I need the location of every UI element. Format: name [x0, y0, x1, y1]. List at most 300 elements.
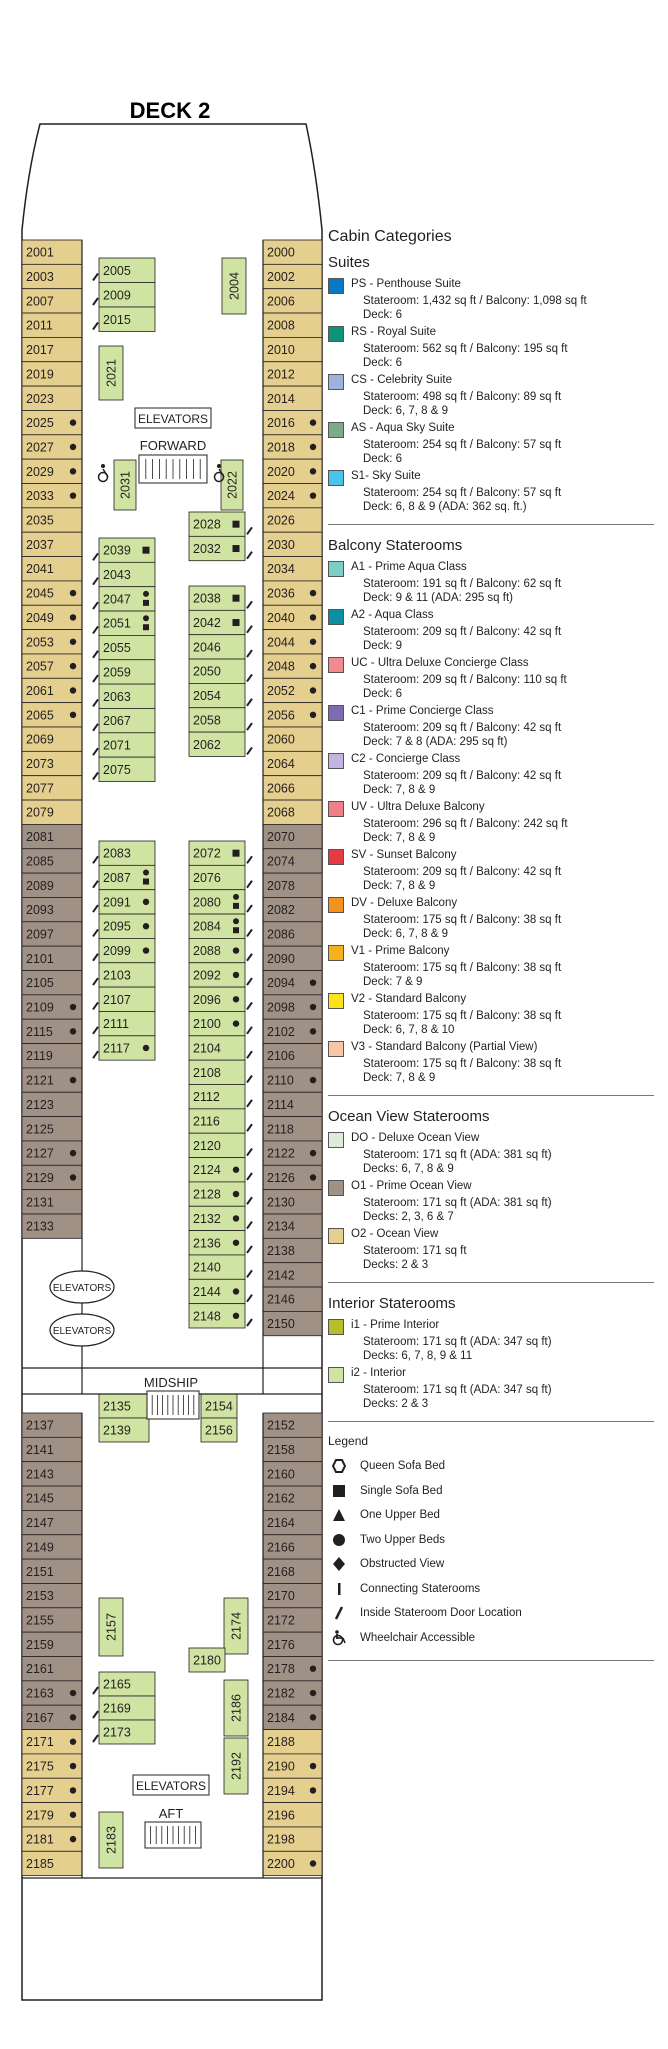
cabin-number: 2120	[193, 1138, 221, 1153]
cabin-2100[interactable]	[189, 1011, 252, 1035]
cabin-2096[interactable]	[189, 987, 252, 1011]
cabin-2166[interactable]	[263, 1535, 322, 1559]
cabin-2194[interactable]	[263, 1778, 322, 1802]
cabin-number: 2066	[267, 781, 295, 796]
category-entry	[328, 325, 660, 370]
cabin-2054[interactable]	[189, 683, 252, 707]
cabin-2127[interactable]	[22, 1141, 82, 1165]
category-detail: Deck: 7, 8 & 9	[363, 784, 436, 796]
cabin-2057[interactable]	[22, 654, 82, 678]
cabin-number: 2001	[26, 245, 54, 260]
cabin-2055[interactable]	[93, 635, 155, 659]
two-upper-beds-icon	[143, 947, 149, 953]
cabin-number: 2024	[267, 489, 295, 504]
cabin-number: 2126	[267, 1170, 295, 1185]
cabin-2005[interactable]	[93, 258, 155, 283]
cabin-2135[interactable]	[99, 1394, 149, 1418]
cabin-2143[interactable]	[22, 1462, 82, 1486]
category-title: DO - Deluxe Ocean View	[351, 1132, 480, 1144]
cabin-2024[interactable]	[263, 484, 322, 508]
cabin-2165[interactable]	[93, 1672, 155, 1696]
cabin-2132[interactable]	[189, 1206, 252, 1230]
cabin-2049[interactable]	[22, 605, 82, 629]
cabin-2177[interactable]	[22, 1778, 82, 1802]
category-title: A2 - Aqua Class	[351, 609, 434, 621]
two-upper-beds-icon	[233, 947, 239, 953]
cabin-2006[interactable]	[263, 289, 322, 313]
cabin-2051[interactable]	[93, 611, 155, 635]
cabin-number: 2048	[267, 659, 295, 674]
cabin-2010[interactable]	[263, 337, 322, 361]
cabin-number: 2190	[267, 1759, 295, 1774]
two-upper-beds-icon	[70, 1028, 76, 1034]
two-upper-beds-icon	[233, 1215, 239, 1221]
cabin-2122[interactable]	[263, 1141, 322, 1165]
cabin-2079[interactable]	[22, 800, 82, 824]
cabin-2142[interactable]	[263, 1263, 322, 1287]
cabin-2145[interactable]	[22, 1486, 82, 1510]
cabin-2111[interactable]	[93, 1011, 155, 1035]
legend-item	[328, 1577, 660, 1602]
category-detail: Stateroom: 254 sq ft / Balcony: 57 sq ft	[363, 487, 562, 499]
cabin-2130[interactable]	[263, 1190, 322, 1214]
cabin-2066[interactable]	[263, 776, 322, 800]
cabin-2167[interactable]	[22, 1705, 82, 1729]
cabin-2158[interactable]	[263, 1437, 322, 1461]
cabin-number: 2019	[26, 367, 54, 382]
slash-icon	[328, 1606, 350, 1620]
cabin-2157[interactable]	[99, 1598, 123, 1656]
cabin-number: 2075	[103, 762, 131, 777]
category-detail: Decks: 2 & 3	[363, 1259, 429, 1271]
cabin-2090[interactable]	[263, 946, 322, 970]
cabin-2161[interactable]	[22, 1657, 82, 1681]
cabin-2059[interactable]	[93, 660, 155, 684]
cabin-2076[interactable]	[189, 865, 252, 889]
cabin-number: 2089	[26, 878, 54, 893]
cabin-number: 2108	[193, 1065, 221, 1080]
category-swatch	[328, 561, 344, 577]
category-entry	[328, 752, 660, 797]
cabin-2004[interactable]	[222, 258, 246, 314]
cabin-2030[interactable]	[263, 532, 322, 556]
cabin-2182[interactable]	[263, 1681, 322, 1705]
cabin-2101[interactable]	[22, 946, 82, 970]
cabin-number: 2076	[193, 871, 221, 886]
cabin-number: 2074	[267, 854, 295, 869]
single-sofa-bed-icon	[143, 879, 149, 885]
cabin-2170[interactable]	[263, 1583, 322, 1607]
cabin-2036[interactable]	[263, 581, 322, 605]
cabin-2094[interactable]	[263, 971, 322, 995]
circle-icon	[328, 1533, 350, 1547]
cabin-number: 2105	[26, 976, 54, 991]
cabin-2174[interactable]	[224, 1598, 248, 1654]
cabin-number: 2161	[26, 1662, 54, 1677]
cabin-2073[interactable]	[22, 751, 82, 775]
category-detail: Deck: 7, 8 & 9	[363, 832, 436, 844]
cabin-2068[interactable]	[263, 800, 322, 824]
cabin-2028[interactable]	[189, 512, 252, 536]
cabin-2077[interactable]	[22, 776, 82, 800]
cabin-2156[interactable]	[201, 1418, 237, 1442]
cabin-2087[interactable]	[93, 865, 155, 889]
cabin-2000[interactable]	[263, 240, 322, 264]
cabin-number: 2100	[193, 1017, 221, 1032]
cabin-2118[interactable]	[263, 1117, 322, 1141]
two-upper-beds-icon	[143, 870, 149, 876]
legend-label: Queen Sofa Bed	[360, 1460, 446, 1473]
cabin-2009[interactable]	[93, 283, 155, 308]
cabin-2103[interactable]	[93, 963, 155, 987]
cabin-2186[interactable]	[224, 1680, 248, 1736]
cabin-2008[interactable]	[263, 313, 322, 337]
cabin-2134[interactable]	[263, 1214, 322, 1238]
cabin-2080[interactable]	[189, 890, 252, 914]
cabin-2012[interactable]	[263, 362, 322, 386]
cabin-2092[interactable]	[189, 963, 252, 987]
cabin-2163[interactable]	[22, 1681, 82, 1705]
cabin-number: 2121	[26, 1073, 54, 1088]
cabin-number: 2065	[26, 708, 54, 723]
cabin-2064[interactable]	[263, 751, 322, 775]
cabin-2125[interactable]	[22, 1117, 82, 1141]
cabin-2128[interactable]	[189, 1182, 252, 1206]
cabin-number: 2063	[103, 689, 131, 704]
cabin-number: 2039	[103, 543, 131, 558]
cabin-2110[interactable]	[263, 1068, 322, 1092]
two-upper-beds-icon	[310, 687, 316, 693]
cabin-2184[interactable]	[263, 1705, 322, 1729]
cabin-2065[interactable]	[22, 703, 82, 727]
cabin-2107[interactable]	[93, 987, 155, 1011]
cabin-2173[interactable]	[93, 1720, 155, 1744]
cabin-number: 2159	[26, 1637, 54, 1652]
cabin-2074[interactable]	[263, 849, 322, 873]
cabin-2048[interactable]	[263, 654, 322, 678]
cabin-2043[interactable]	[93, 562, 155, 586]
cabin-number: 2166	[267, 1540, 295, 1555]
cabin-2099[interactable]	[93, 938, 155, 962]
cabin-2169[interactable]	[93, 1696, 155, 1720]
cabin-2152[interactable]	[263, 1413, 322, 1437]
category-detail: Stateroom: 209 sq ft / Balcony: 42 sq ft	[363, 866, 562, 878]
cabin-number: 2145	[26, 1491, 54, 1506]
cabin-number: 2057	[26, 659, 54, 674]
cabin-2072[interactable]	[189, 841, 252, 865]
legend-label: Wheelchair Accessible	[360, 1631, 476, 1644]
deck-title: DECK 2	[129, 98, 211, 123]
cabin-2023[interactable]	[22, 386, 82, 410]
cabin-2047[interactable]	[93, 587, 155, 611]
cabin-2014[interactable]	[263, 386, 322, 410]
cabin-2085[interactable]	[22, 849, 82, 873]
cabin-2172[interactable]	[263, 1608, 322, 1632]
cabin-2155[interactable]	[22, 1608, 82, 1632]
cabin-2140[interactable]	[189, 1255, 252, 1279]
cabin-number: 2007	[26, 294, 54, 309]
cabin-number: 2050	[193, 664, 221, 679]
cabin-2149[interactable]	[22, 1535, 82, 1559]
cabin-2200[interactable]	[263, 1851, 322, 1875]
cabin-2138[interactable]	[263, 1238, 322, 1262]
cabin-number: 2025	[26, 416, 54, 431]
stairway	[147, 1391, 199, 1419]
two-upper-beds-icon	[70, 444, 76, 450]
cabin-2137[interactable]	[22, 1413, 82, 1437]
cabin-2179[interactable]	[22, 1803, 82, 1827]
cabin-2106[interactable]	[263, 1044, 322, 1068]
cabin-2045[interactable]	[22, 581, 82, 605]
single-sofa-bed-icon	[233, 521, 240, 528]
cabin-2108[interactable]	[189, 1060, 252, 1084]
cabin-number: 2032	[193, 542, 221, 557]
cabin-2123[interactable]	[22, 1092, 82, 1116]
cabin-number: 2153	[26, 1589, 54, 1604]
cabin-2131[interactable]	[22, 1190, 82, 1214]
cabin-2025[interactable]	[22, 410, 82, 434]
cabin-2060[interactable]	[263, 727, 322, 751]
cabin-2181[interactable]	[22, 1827, 82, 1851]
category-title: PS - Penthouse Suite	[351, 278, 461, 290]
cabin-2027[interactable]	[22, 435, 82, 459]
cabin-2160[interactable]	[263, 1462, 322, 1486]
cabin-2109[interactable]	[22, 995, 82, 1019]
cabin-2029[interactable]	[22, 459, 82, 483]
cabin-2097[interactable]	[22, 922, 82, 946]
cabin-number: 2150	[267, 1317, 295, 1332]
cabin-2192[interactable]	[224, 1738, 248, 1794]
category-detail: Stateroom: 171 sq ft (ADA: 381 sq ft)	[363, 1197, 552, 1209]
cabin-2188[interactable]	[263, 1730, 322, 1754]
cabin-2116[interactable]	[189, 1109, 252, 1133]
category-entry	[328, 1318, 660, 1363]
cabin-2153[interactable]	[22, 1583, 82, 1607]
cabin-2063[interactable]	[93, 684, 155, 708]
cabin-2095[interactable]	[93, 914, 155, 938]
cabin-2016[interactable]	[263, 410, 322, 434]
cabin-2067[interactable]	[93, 708, 155, 732]
two-upper-beds-icon	[70, 614, 76, 620]
cabin-2164[interactable]	[263, 1510, 322, 1534]
category-detail: Deck: 7 & 8 (ADA: 295 sq ft)	[363, 736, 508, 748]
two-upper-beds-icon	[233, 894, 239, 900]
cabin-2041[interactable]	[22, 557, 82, 581]
cabin-2035[interactable]	[22, 508, 82, 532]
cabin-2081[interactable]	[22, 824, 82, 848]
legend-heading: Legend	[328, 1434, 369, 1448]
cabin-number: 2008	[267, 318, 295, 333]
category-entry	[328, 1227, 660, 1272]
category-detail: Deck: 7, 8 & 9	[363, 880, 436, 892]
cabin-2033[interactable]	[22, 484, 82, 508]
cabin-2071[interactable]	[93, 733, 155, 757]
cabin-2154[interactable]	[201, 1394, 237, 1418]
cabin-number: 2017	[26, 343, 54, 358]
cabin-number: 2045	[26, 586, 54, 601]
category-detail: Stateroom: 209 sq ft / Balcony: 42 sq ft	[363, 722, 562, 734]
cabin-2037[interactable]	[22, 532, 82, 556]
cabin-2183[interactable]	[99, 1812, 123, 1868]
cabin-number: 2037	[26, 537, 54, 552]
cabin-2022[interactable]	[221, 460, 243, 510]
cabin-2061[interactable]	[22, 678, 82, 702]
cabin-number: 2009	[103, 288, 131, 303]
cabin-categories-heading: Cabin Categories	[328, 228, 452, 245]
cabin-2180[interactable]	[189, 1648, 225, 1672]
category-detail: Stateroom: 1,432 sq ft / Balcony: 1,098 sq ft	[363, 295, 587, 307]
cabin-2105[interactable]	[22, 971, 82, 995]
cabin-2112[interactable]	[189, 1085, 252, 1109]
cabin-number: 2156	[205, 1423, 233, 1438]
cabin-2050[interactable]	[189, 659, 252, 683]
cabin-2020[interactable]	[263, 459, 322, 483]
cabin-2039[interactable]	[93, 538, 155, 562]
cabin-2034[interactable]	[263, 557, 322, 581]
cabin-number: 2055	[103, 641, 131, 656]
cabin-number: 2148	[193, 1309, 221, 1324]
cabin-2198[interactable]	[263, 1827, 322, 1851]
cabin-2139[interactable]	[99, 1418, 149, 1442]
cabin-number: 2170	[267, 1589, 295, 1604]
cabin-number: 2192	[229, 1752, 244, 1780]
cabin-number: 2090	[267, 951, 295, 966]
cabin-2190[interactable]	[263, 1754, 322, 1778]
cabin-2150[interactable]	[263, 1311, 322, 1335]
cabin-2078[interactable]	[263, 873, 322, 897]
cabin-2032[interactable]	[189, 536, 252, 560]
cabin-2117[interactable]	[93, 1036, 155, 1060]
cabin-number: 2196	[267, 1808, 295, 1823]
cabin-2052[interactable]	[263, 678, 322, 702]
cabin-2082[interactable]	[263, 897, 322, 921]
cabin-2178[interactable]	[263, 1657, 322, 1681]
balcony-heading: Balcony Staterooms	[328, 537, 463, 554]
cabin-number: 2118	[267, 1122, 294, 1137]
cabin-2046[interactable]	[189, 635, 252, 659]
cabin-number: 2124	[193, 1163, 221, 1178]
cabin-number: 2151	[26, 1564, 54, 1579]
cabin-2083[interactable]	[93, 841, 155, 865]
cabin-2007[interactable]	[22, 289, 82, 313]
cabin-2175[interactable]	[22, 1754, 82, 1778]
cabin-2011[interactable]	[22, 313, 82, 337]
cabin-2069[interactable]	[22, 727, 82, 751]
cabin-2042[interactable]	[189, 610, 252, 634]
cabin-2129[interactable]	[22, 1165, 82, 1189]
cabin-2086[interactable]	[263, 922, 322, 946]
cabin-2133[interactable]	[22, 1214, 82, 1238]
cabin-2017[interactable]	[22, 337, 82, 361]
cabin-number: 2067	[103, 714, 131, 729]
two-upper-beds-icon	[70, 468, 76, 474]
cabin-number: 2183	[104, 1826, 119, 1854]
cabin-2196[interactable]	[263, 1803, 322, 1827]
cabin-2002[interactable]	[263, 264, 322, 288]
cabin-number: 2154	[205, 1399, 233, 1414]
two-upper-beds-icon	[70, 687, 76, 693]
cabin-2115[interactable]	[22, 1019, 82, 1043]
cabin-2088[interactable]	[189, 938, 252, 962]
cabin-2091[interactable]	[93, 890, 155, 914]
cabin-2148[interactable]	[189, 1304, 252, 1328]
cabin-2102[interactable]	[263, 1019, 322, 1043]
cabin-2124[interactable]	[189, 1158, 252, 1182]
cabin-2159[interactable]	[22, 1632, 82, 1656]
cabin-2119[interactable]	[22, 1044, 82, 1068]
cabin-2126[interactable]	[263, 1165, 322, 1189]
category-swatch	[328, 657, 344, 673]
cabin-2070[interactable]	[263, 824, 322, 848]
category-swatch	[328, 374, 344, 390]
cabin-2021[interactable]	[99, 346, 123, 400]
cabin-2062[interactable]	[189, 732, 252, 756]
cabin-2151[interactable]	[22, 1559, 82, 1583]
cabin-2058[interactable]	[189, 708, 252, 732]
cabin-number: 2167	[26, 1710, 54, 1725]
cabin-2141[interactable]	[22, 1437, 82, 1461]
cabin-2044[interactable]	[263, 630, 322, 654]
cabin-2121[interactable]	[22, 1068, 82, 1092]
cabin-number: 2078	[267, 878, 295, 893]
category-detail: Stateroom: 171 sq ft (ADA: 381 sq ft)	[363, 1149, 552, 1161]
cabin-2089[interactable]	[22, 873, 82, 897]
cabin-2084[interactable]	[189, 914, 252, 938]
category-entry	[328, 656, 660, 701]
two-upper-beds-icon	[143, 923, 149, 929]
cabin-2104[interactable]	[189, 1036, 252, 1060]
cabin-2040[interactable]	[263, 605, 322, 629]
cabin-2162[interactable]	[263, 1486, 322, 1510]
cabin-2185[interactable]	[22, 1851, 82, 1875]
cabin-2114[interactable]	[263, 1092, 322, 1116]
divider	[328, 1421, 654, 1422]
cabin-2176[interactable]	[263, 1632, 322, 1656]
category-entry	[328, 421, 660, 466]
cabin-2136[interactable]	[189, 1231, 252, 1255]
cabin-2003[interactable]	[22, 264, 82, 288]
cabin-2120[interactable]	[189, 1133, 252, 1157]
two-upper-beds-icon	[310, 663, 316, 669]
cabin-2146[interactable]	[263, 1287, 322, 1311]
cabin-2015[interactable]	[93, 307, 155, 332]
cabin-2093[interactable]	[22, 897, 82, 921]
cabin-2018[interactable]	[263, 435, 322, 459]
two-upper-beds-icon	[70, 1174, 76, 1180]
cabin-2168[interactable]	[263, 1559, 322, 1583]
cabin-2147[interactable]	[22, 1510, 82, 1534]
cabin-2056[interactable]	[263, 703, 322, 727]
cabin-2075[interactable]	[93, 757, 155, 781]
cabin-2053[interactable]	[22, 630, 82, 654]
cabin-2098[interactable]	[263, 995, 322, 1019]
cabin-number: 2119	[26, 1049, 53, 1064]
two-upper-beds-icon	[310, 1787, 316, 1793]
cabin-2026[interactable]	[263, 508, 322, 532]
cabin-2031[interactable]	[114, 460, 136, 510]
cabin-2144[interactable]	[189, 1279, 252, 1303]
category-title: UC - Ultra Deluxe Concierge Class	[351, 657, 529, 669]
cabin-2001[interactable]	[22, 240, 82, 264]
category-entry	[328, 1040, 660, 1085]
cabin-number: 2041	[26, 562, 54, 577]
cabin-2019[interactable]	[22, 362, 82, 386]
category-swatch	[328, 470, 344, 486]
cabin-2038[interactable]	[189, 586, 252, 610]
cabin-2171[interactable]	[22, 1730, 82, 1754]
cabin-number: 2080	[193, 895, 221, 910]
cabin-number: 2127	[26, 1146, 54, 1161]
